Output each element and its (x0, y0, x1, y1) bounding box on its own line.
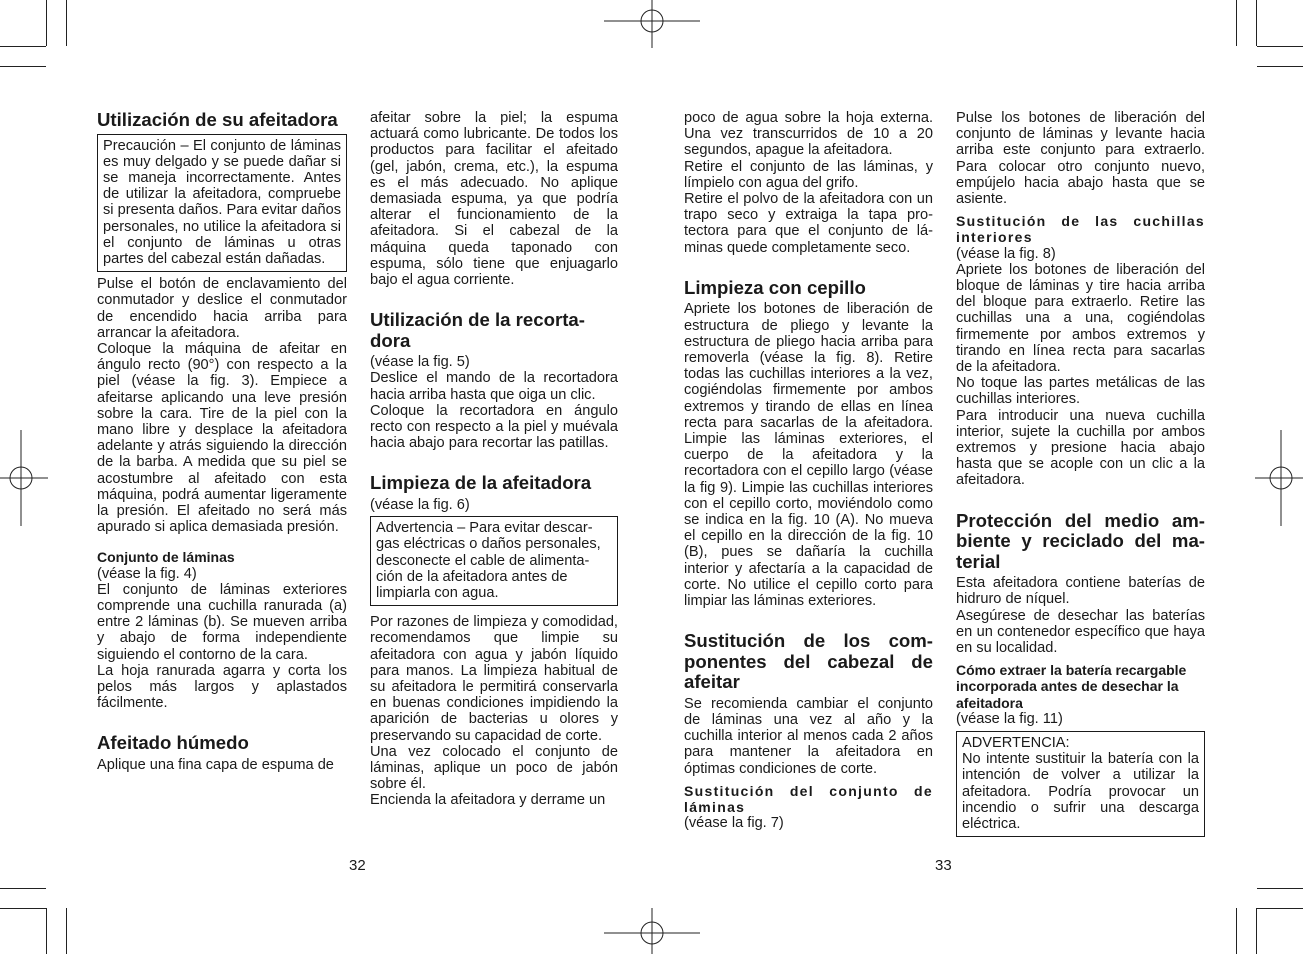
paragraph-wet: Aplique una fina capa de espuma de (97, 756, 334, 773)
crop-mark (0, 66, 46, 67)
figure-ref-6: (véase la fig. 6) (370, 496, 470, 513)
figure-ref-11: (véase la fig. 11) (956, 710, 1063, 727)
crop-mark (66, 0, 67, 46)
subheading-battery-removal: Cómo extraer la batería recargable incorporada antes de desechar la afeitadora (956, 662, 1187, 711)
heading-brush-cleaning: Limpieza con cepillo (684, 276, 866, 298)
figure-ref-8: (véase la fig. 8) (956, 245, 1056, 262)
paragraph-trimmer-1: Deslice el mando de la recortadora hacia arriba hasta que oiga un clic. (370, 370, 618, 403)
heading-wet-shave: Afeitado húmedo (97, 732, 249, 754)
crop-mark (46, 908, 47, 954)
paragraph-brush: Apriete los botones de liberación de estructura de pliego y levante la estructura de pliego hacia arriba para removerla (véase la fig. 8). Retire todas las cuchillas interiores a la vez, cogiéndolas firmemente por ambos extremos y tirando de ellas en línea recta para sacarlas de la afeitadora. Limpie las láminas exteriores, el cuerpo de la afeitadora y la recortadora con el cepillo largo (véase la fig 9). Limpie las cuchillas interiores con el cepillo corto, moviéndolo como se indica en la fig. 10 (A). No mueva el cepillo en la dirección de la fig. 10 (B), pues se dañaría la cuchilla interior y afectaría a la capacidad de corte. No utilice el cepillo corto para limpiar las láminas exteriores. (684, 301, 933, 609)
paragraph-remove: Retire el conjunto de las láminas, y límpielo con agua del grifo. (684, 158, 933, 191)
crop-mark (1256, 0, 1257, 46)
paragraph-water: Encienda la afeitadora y derrame un (370, 792, 606, 809)
page-number-right: 33 (935, 857, 952, 874)
paragraph-inner-1: Apriete los botones de liberación del bloque de láminas y tire hacia arriba del bloque para extraerlo. Retire las cuchillas una a una, cogiéndolas firmemente por ambos extremos y tirando en línea recta para sacarlas de la afeitadora. (956, 261, 1205, 376)
heading-environment: Protección del medio am-biente y reciclado del ma-terial (956, 509, 1205, 572)
paragraph-foil-release: Pulse los botones de liberación del conjunto de láminas y levante hacia arriba este conjunto para extraerlo. Para colocar otro conjunto nuevo, empújelo hacia abajo hasta que se asiente. (956, 110, 1205, 208)
column-3 (684, 110, 933, 831)
registration-mark-top (604, 0, 700, 48)
crop-mark (1236, 0, 1237, 46)
crop-mark (1257, 46, 1303, 47)
figure-ref-7: (véase la fig. 7) (684, 815, 784, 832)
paragraph-dry: Retire el polvo de la afeitadora con un trapo seco y extraiga la tapa pro-tectora para que el conjunto de lá-minas quede completamente seco. (684, 191, 933, 256)
crop-mark (1257, 908, 1303, 909)
crop-mark (46, 0, 47, 46)
warning-box-cleaning (370, 516, 618, 606)
paragraph-wet-cont: afeitar sobre la piel; la espuma actuará como lubricante. De todos los productos para facilitar el afeitado (gel, jabón, crema, etc.), la espuma es el más adecuado. No aplique demasiada espuma, ya que podría alterar el funcionamiento de la afeitadora. Si el cabezal de la máquina queda taponado con espuma, sólo tiene que enjuagarlo bajo el agua corriente. (370, 110, 618, 289)
paragraph-inner-3: Para introducir una nueva cuchilla interior, sujete la cuchilla por ambos extremos y presione hacia abajo hasta que se acople con un clic a la afeitadora. (956, 407, 1205, 489)
paragraph-replace: Se recomienda cambiar el conjunto de láminas una vez al año y la cuchilla interior al menos cada 2 años para mantener la afeitadora en óptimas condiciones de corte. (684, 695, 933, 777)
heading-cleaning: Limpieza de la afeitadora (370, 472, 592, 494)
paragraph-angle: Coloque la máquina de afeitar en ángulo recto (90°) con respecto a la piel (véase la fig. 3). Empiece a afeitarse aplicando una leve presión sobre la cara. Tire de la piel con la mano libre y desplace la afeitadora adelante y atrás siguiendo la dirección de la barba. A medida que su piel se acostumbre al afeitado con esta máquina, podrá aumentar ligeramente la presión. El afeitado no será más apurado si aplica demasiada presión. (97, 340, 347, 536)
caution-box (97, 134, 347, 273)
crop-mark (1257, 66, 1303, 67)
paragraph-trimmer-2: Coloque la recortadora en ángulo recto con respecto a la piel y muévala hacia abajo para recortar las patillas. (370, 402, 618, 452)
page-number-left: 32 (349, 857, 366, 874)
crop-mark (0, 908, 46, 909)
crop-mark (0, 888, 46, 889)
warning-box-battery (956, 731, 1205, 837)
paragraph-soap: Una vez colocado el conjunto de láminas, aplique un poco de jabón sobre él. (370, 743, 618, 793)
paragraph-foil-1: El conjunto de láminas exteriores comprende una cuchilla ranurada (a) entre 2 láminas (b). Se mueven arriba y abajo de forma independiente siguiendo el contorno de la cara. (97, 581, 347, 663)
heading-use-shaver: Utilización de su afeitadora (97, 109, 338, 130)
paragraph-env-1: Esta afeitadora contiene baterías de hidruro de níquel. (956, 575, 1205, 608)
heading-replace-parts: Sustitución de los com-ponentes del cabezal de afeitar (684, 630, 933, 693)
paragraph-water-cont: poco de agua sobre la hoja externa. Una vez transcurridos de 10 a 20 segundos, apague la afeitadora. (684, 110, 933, 159)
warning-text-cleaning: Advertencia – Para evitar descar-gas eléctricas o daños personales, desconecte el cable de alimenta-ción de la afeitadora antes de limpiarla con agua. (376, 520, 601, 601)
column-2 (370, 110, 618, 809)
figure-ref-5: (véase la fig. 5) (370, 354, 470, 371)
caution-text: Precaución – El conjunto de láminas es muy delgado y se puede dañar si se maneja incorrectamente. Antes de utilizar la afeitadora, compruebe si presenta daños. Para evitar daños personales, no utilice la afeitadora si el conjunto de láminas u otras partes del cabezal están dañadas. (103, 137, 341, 267)
paragraph-env-2: Asegúrese de desechar las baterías en un contenedor específico que haya en su localidad. (956, 607, 1205, 656)
figure-ref-4: (véase la fig. 4) (97, 565, 197, 582)
crop-mark (1257, 888, 1303, 889)
column-4 (956, 110, 1205, 837)
paragraph-switch: Pulse el botón de enclavamiento del conmutador y deslice el conmutador de encendido hacia arriba para arrancar la afeitadora. (97, 276, 347, 341)
registration-mark-bottom (604, 908, 700, 954)
crop-mark (1256, 908, 1257, 954)
subheading-inner-blades: Sustitución de las cuchillas interiores (956, 213, 1205, 246)
paragraph-hygiene: Por razones de limpieza y comodidad, recomendamos que limpie su afeitadora con agua y jabón líquido para manos. La limpieza habitual de su afeitadora le permitirá conservarla en buenas condiciones impidiendo la aparición de bacterias u olores y preservando su capacidad de corte. (370, 614, 618, 744)
paragraph-inner-2: No toque las partes metálicas de las cuchillas interiores. (956, 375, 1205, 408)
subheading-foil-replace: Sustitución del conjunto de láminas (684, 782, 933, 815)
subheading-foil: Conjunto de láminas (97, 549, 235, 566)
crop-mark (1236, 908, 1237, 954)
paragraph-foil-2: La hoja ranurada agarra y corta los pelos más largos y aplastados fácilmente. (97, 662, 347, 712)
crop-mark (0, 46, 46, 47)
heading-trimmer: Utilización de la recorta-dora (370, 309, 585, 351)
registration-mark-left (0, 430, 48, 526)
crop-mark (66, 908, 67, 954)
registration-mark-right (1255, 430, 1303, 526)
warning-title: ADVERTENCIA: (962, 735, 1070, 751)
column-1 (97, 110, 347, 773)
warning-text-battery: No intente sustituir la batería con la intención de volver a utilizar la afeitadora. Podría provocar un incendio o sufrir una descarga eléctrica. (962, 751, 1199, 833)
